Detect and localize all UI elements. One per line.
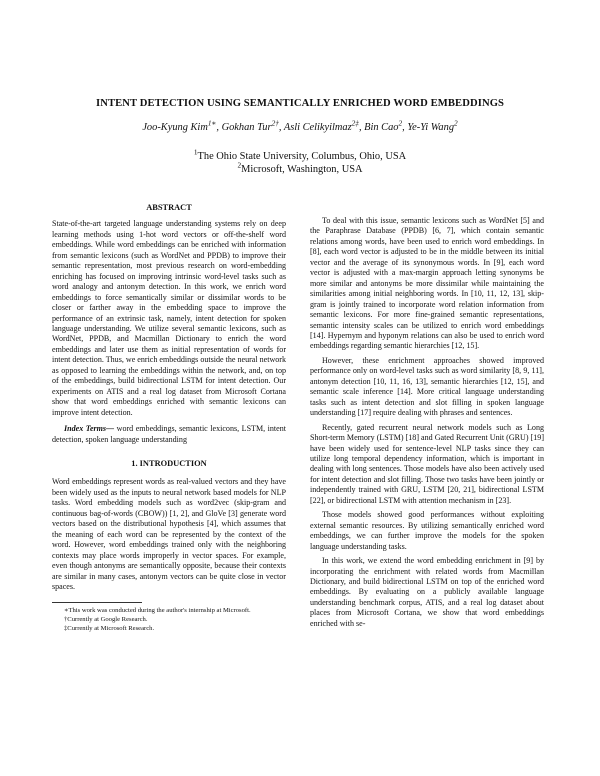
author: Bin Cao$^2$, xyxy=(364,119,408,133)
intro-heading: 1. INTRODUCTION xyxy=(131,458,207,468)
right-column xyxy=(310,216,544,629)
footnote: †Currently at Google Research. xyxy=(64,616,148,624)
body-paragraph: Those models showed good performances without exploiting external semantic resources. By utilizing semantically enriched word embeddings, we can further improve the models for the spoken language understanding tasks. xyxy=(310,510,544,551)
index-terms-label: Index Terms— xyxy=(64,424,115,434)
abstract-heading: ABSTRACT xyxy=(146,203,192,212)
index-terms: Index Terms— word embeddings, semantic lexicons, LSTM, intent detection, spoken language understanding xyxy=(52,424,287,444)
footnotes xyxy=(52,602,286,633)
author-list xyxy=(0,119,600,133)
affiliation: $^2$Microsoft, Washington, USA xyxy=(237,161,363,175)
intro-paragraph: Word embeddings represent words as real-valued vectors and they have been widely used as the inputs to neural network based models for NLP tasks. Word embedding models such as word2vec (skip-gram and continuous bag-of-words (CBOW)) [1, 2], and GloVe [3] generate word vectors based on the distributional hypothesis [4], which assumes that the meaning of each word can be represented by the context of the word. However, word embeddings trained only with the neighboring contexts may place words improperly in vector spaces. For example, even though antonyms are semantically opposite, because their contexts are similar in many cases, antonym vectors can be quite close in vector spaces. xyxy=(52,477,286,591)
paper-title: INTENT DETECTION USING SEMANTICALLY ENRICHED WORD EMBEDDINGS xyxy=(95,98,505,109)
body-paragraph: However, these enrichment approaches showed improved performance only on word-level tasks such as word similarity [8, 9, 11], antonym detection [10, 11, 16, 13], semantic hierarchies [12, 15], and semantic scale inference [14]. More critical language understanding tasks such as intent detection and slot filling in spoken language understanding [17] require dealing with phrases and sentences. xyxy=(310,355,544,418)
body-paragraph: To deal with this issue, semantic lexicons such as WordNet [5] and the Paraphrase Database (PPDB) [6, 7], which contain semantic relations among words, have been used to enrich word embeddings. In [8], each word vector is adjusted to be in the middle between its initial vector and the average of its synonymous words. In [9], each word vector is adjusted with a max-margin approach letting synonyms be more similar and antonyms be more dissimilar while maintaining the similarities among initial neighboring words. In [10, 11, 12, 13], skip-gram is jointly trained to incorporate word relation information from semantic lexicons. For more fine-grained semantic representations, semantic intensity scales can be utilized to enrich word embeddings [14]. Hypernym and hyponym relations can also be used to enrich word embeddings regarding semantic hierarchies [12, 15]. xyxy=(310,216,544,351)
body-paragraph: Recently, gated recurrent neural network models such as Long Short-term Memory (LSTM) [18] and Gated Recurrent Unit (GRU) [19] have been widely used for sentence-level NLP tasks since they can utilize long temporal dependency information, which is important in dealing with long sentences. Those models have also been actively used for intent detection and slot filling. Those two tasks have been jointly or independently trained with GRU, LSTM [20, 21], bidirectional LSTM [22], or bidirectional LSTM with attention mechanism in [23]. xyxy=(310,422,544,505)
author: Asli Celikyilmaz$^{2\ddagger}$, xyxy=(283,119,365,133)
body-paragraph: In this work, we extend the word embedding enrichment in [9] by incorporating the enrichment with related words from Macmillan Dictionary, and build bidirectional LSTM on top of the enriched word embeddings. By evaluating on a publicly available language understanding benchmark corpus, ATIS, and a real log dataset about places from Microsoft Cortana, we show that word embeddings enriched with se- xyxy=(310,556,544,628)
author: Joo-Kyung Kim$^{1∗}$, xyxy=(142,119,222,133)
affiliation: $^1$The Ohio State University, Columbus, Ohio, USA xyxy=(193,148,407,162)
abstract-text: State-of-the-art targeted language understanding systems rely on deep learning methods using 1-hot word vectors or off-the-shelf word embeddings. While word embeddings can be enriched with information from semantic lexicons (such as WordNet and PPDB) to improve their semantic representation, most previous research on word-embedding enriching has focused on improving intrinsic word-level tasks such as word analogy and antonym detection. In this work, we enrich word embeddings to force semantically similar or dissimilar words to be closer or farther away in the embedding space to improve the performance of an extrinsic task, namely, intent detection for spoken language understanding. We utilize several semantic lexicons, such as WordNet, PPDB, and Macmillan Dictionary to enrich the word embeddings and later use them as initial representation of words for intent detection. Thus, we enrich embeddings outside the neural network as opposed to learning the embeddings within the network, and, on top of the embeddings, build bidirectional LSTM for intent detection. Our experiments on ATIS and a real log dataset from Microsoft Cortana show that word embeddings enriched with semantic lexicons can improve intent detection. xyxy=(52,219,286,417)
footnote: ‡Currently at Microsoft Research. xyxy=(64,625,155,633)
author: Ye-Yi Wang$^2$ xyxy=(407,119,458,133)
left-column xyxy=(52,203,286,633)
author: Gokhan Tur$^{2\dagger}$, xyxy=(221,119,284,133)
footnote: ∗This work was conducted during the author's internship at Microsoft. xyxy=(64,607,251,615)
footnote-rule xyxy=(52,602,142,603)
